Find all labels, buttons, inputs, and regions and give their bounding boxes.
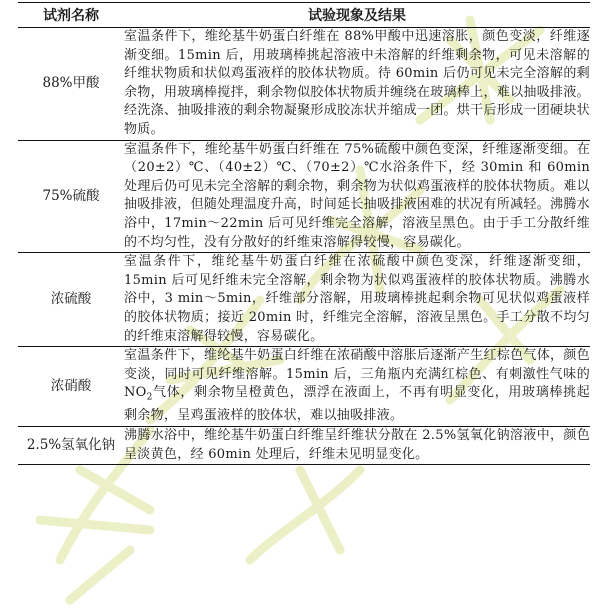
reagent-cell: 75%硫酸: [18, 140, 124, 253]
header-observation: 试验现象及结果: [124, 3, 590, 28]
table-row: [18, 28, 590, 141]
description-text: 气体，剩余物呈橙黄色，漂浮在液面上，不再有明显变化，用玻璃棒挑起剩余物，呈鸡蛋液样的胶体状，难以抽吸排液。: [124, 385, 590, 424]
description-cell: 室温条件下，维纶基牛奶蛋白纤维在 88%甲酸中迅速溶胀，颜色变淡，纤维逐渐变细。15min 后，用玻璃棒挑起溶液中未溶解的纤维剩余物，可见未溶解的纤维状物质和状似鸡蛋液样的胶体状物质。待 60min 后仍可见未完全溶解的剩余物，用玻璃棒搅拌，剩余物似胶体状物质并缠绕在玻璃棒上，难以抽吸排液。经洗涤、抽吸排液的剩余物凝聚形成胶冻状并缩成一团。烘干后形成一团硬块状物质。: [124, 28, 590, 141]
table-row: [18, 253, 590, 347]
subscript: 2: [146, 392, 153, 403]
description-cell: [124, 347, 590, 427]
results-table: [18, 2, 590, 465]
reagent-cell: 88%甲酸: [18, 28, 124, 141]
table-row: [18, 427, 590, 465]
reagent-cell: 浓硝酸: [18, 347, 124, 427]
description-cell: 室温条件下，维纶基牛奶蛋白纤维在浓硫酸中颜色变深，纤维逐渐变细，15min 后可见纤维未完全溶解，剩余物为状似鸡蛋液样的胶体状物质。沸腾水浴中，3 min～5min，纤维部分溶解，用玻璃棒挑起剩余物可见状似鸡蛋液样的胶体状物质；接近 20min 时，纤维完全溶解，溶液呈黑色。手工分散不均匀的纤维束溶解得较慢，容易碳化。: [124, 253, 590, 347]
description-text: 室温条件下，维纶基牛奶蛋白纤维在浓硝酸中溶胀后逐渐产生红棕色气体，颜色变淡，同时可见纤维溶解。15min 后，三角瓶内充满红棕色、有刺激性气味的 NO: [124, 348, 590, 401]
table-row: [18, 140, 590, 253]
table-row: [18, 347, 590, 427]
reagent-cell: 2.5%氢氧化钠: [18, 427, 124, 465]
header-reagent: 试剂名称: [18, 3, 124, 28]
description-cell: 沸腾水浴中，维纶基牛奶蛋白纤维呈纤维状分散在 2.5%氢氧化钠溶液中，颜色呈淡黄色，经 60min 处理后，纤维未见明显变化。: [124, 427, 590, 465]
table-header-row: [18, 3, 590, 28]
reagent-cell: 浓硫酸: [18, 253, 124, 347]
description-cell: 室温条件下，维纶基牛奶蛋白纤维在 75%硫酸中颜色变深，纤维逐渐变细。在（20±2）℃、（40±2）℃、（70±2）℃水浴条件下，经 30min 和 60min 处理后仍可见未完全溶解的剩余物，剩余物为状似鸡蛋液样的胶体状物质。难以抽吸排液，但随处理温度升高，时间延长抽吸排液困难的状况有所减轻。沸腾水浴中，17min～22min 后可见纤维完全溶解，溶液呈黑色。由于手工分散纤维的不均匀性，没有分散好的纤维束溶解得较慢，容易碳化。: [124, 140, 590, 253]
